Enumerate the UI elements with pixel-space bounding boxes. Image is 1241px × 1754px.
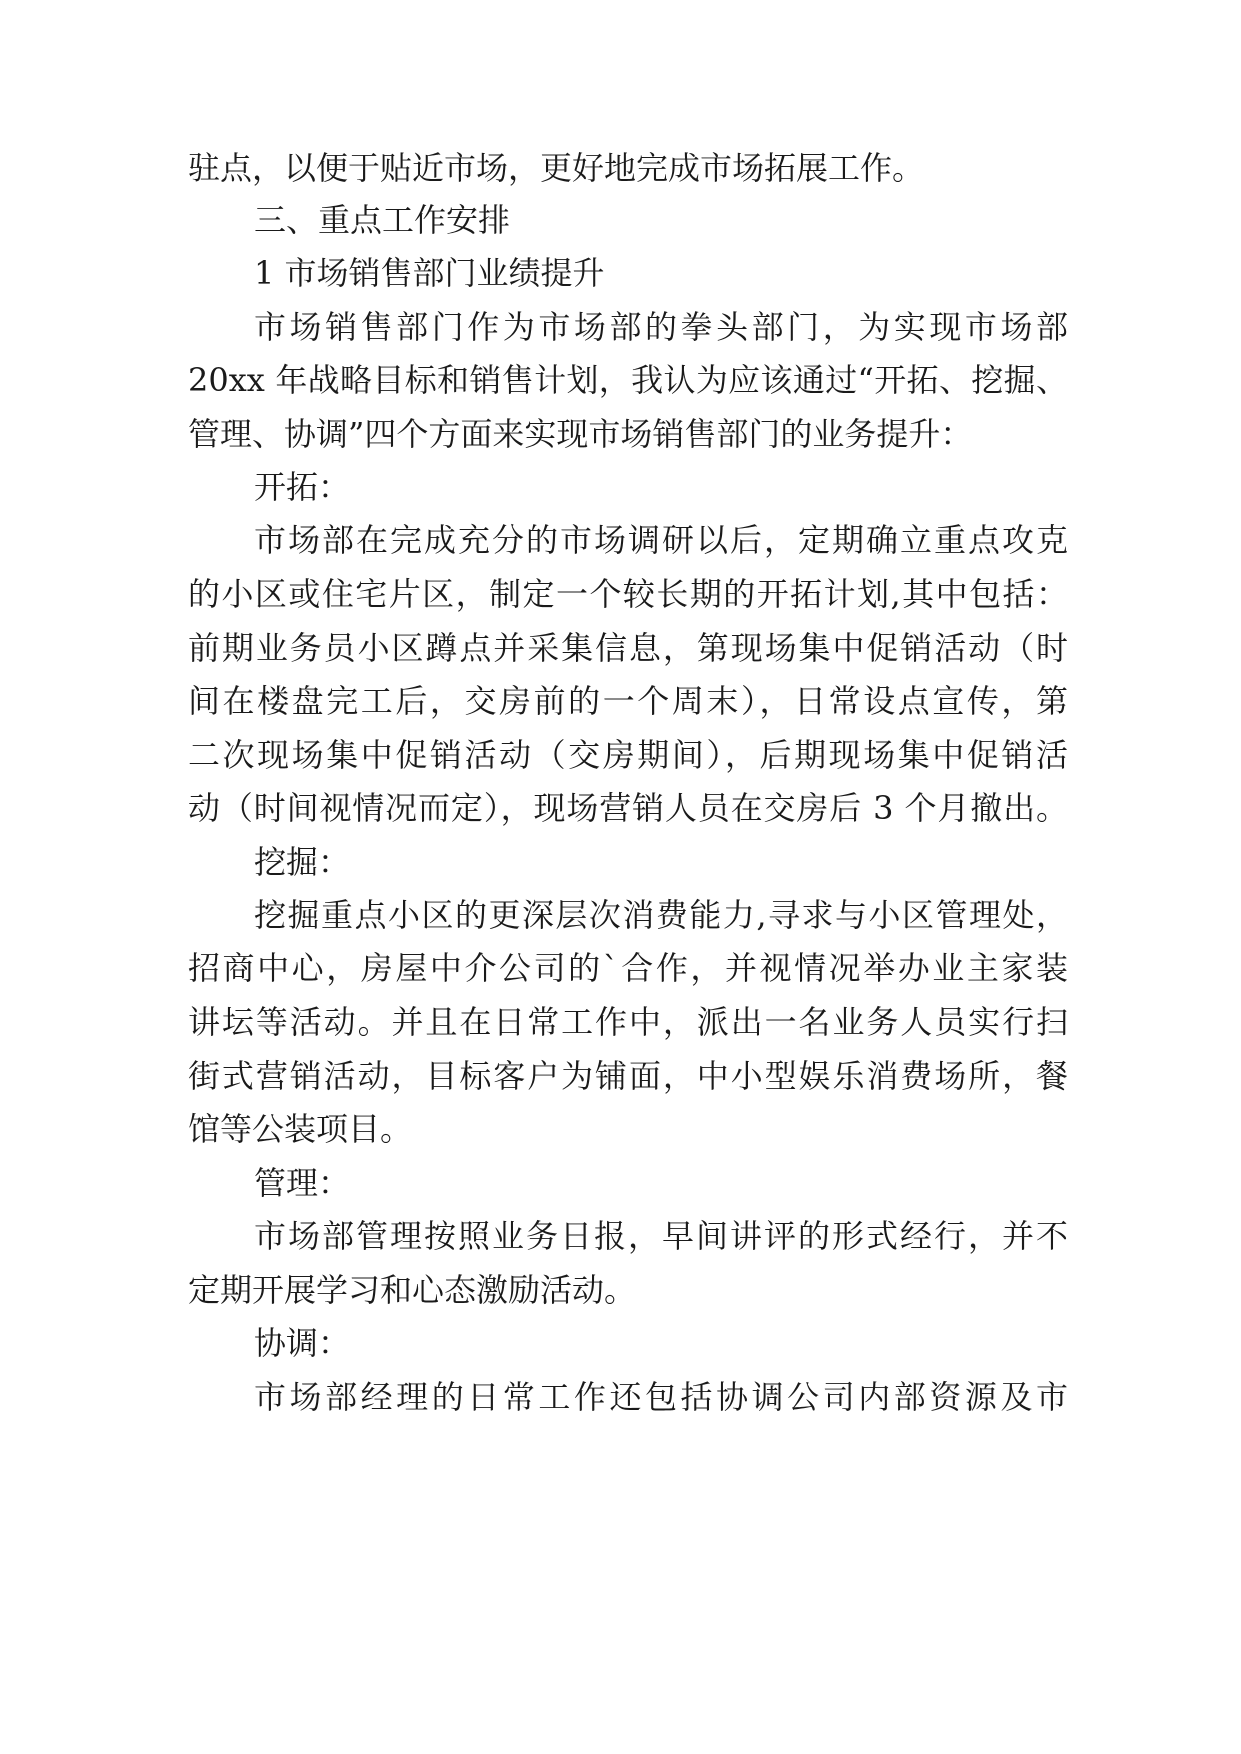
item-heading: 挖掘： xyxy=(254,843,351,881)
text-line: 市场部经理的日常工作还包括协调公司内部资源及市 xyxy=(254,1378,1068,1416)
subsection-heading: 1 市场销售部门业绩提升 xyxy=(254,254,605,292)
text-line: 间在楼盘完工后，交房前的一个周末），日常设点宣传，第 xyxy=(188,682,1068,720)
text-line: 20xx 年战略目标和销售计划，我认为应该通过“开拓、挖掘、 xyxy=(188,361,1068,399)
item-heading: 开拓： xyxy=(254,468,351,506)
text-line: 招商中心，房屋中介公司的`合作，并视情况举办业主家装 xyxy=(188,949,1068,987)
text-line: 动（时间视情况而定），现场营销人员在交房后 3 个月撤出。 xyxy=(188,789,1068,827)
text-line: 馆等公装项目。 xyxy=(188,1110,413,1148)
section-heading: 三、重点工作安排 xyxy=(254,201,511,239)
item-heading: 管理： xyxy=(254,1164,351,1202)
text-line: 市场部管理按照业务日报，早间讲评的形式经行，并不 xyxy=(254,1217,1068,1255)
text-line: 管理、协调”四个方面来实现市场销售部门的业务提升： xyxy=(188,415,973,453)
text-line: 挖掘重点小区的更深层次消费能力,寻求与小区管理处， xyxy=(254,896,1068,934)
item-heading: 协调： xyxy=(254,1324,351,1362)
text-line: 讲坛等活动。并且在日常工作中，派出一名业务人员实行扫 xyxy=(188,1003,1068,1041)
text-line: 市场销售部门作为市场部的拳头部门，为实现市场部 xyxy=(254,308,1068,346)
text-line: 前期业务员小区蹲点并采集信息，第现场集中促销活动（时 xyxy=(188,629,1068,667)
text-line: 街式营销活动，目标客户为铺面，中小型娱乐消费场所，餐 xyxy=(188,1057,1068,1095)
text-line: 市场部在完成充分的市场调研以后，定期确立重点攻克 xyxy=(254,521,1068,559)
text-line: 驻点，以便于贴近市场，更好地完成市场拓展工作。 xyxy=(188,149,925,187)
text-line: 二次现场集中促销活动（交房期间），后期现场集中促销活 xyxy=(188,736,1068,774)
text-line: 定期开展学习和心态激励活动。 xyxy=(188,1271,637,1309)
text-line: 的小区或住宅片区，制定一个较长期的开拓计划,其中包括： xyxy=(188,575,1068,613)
